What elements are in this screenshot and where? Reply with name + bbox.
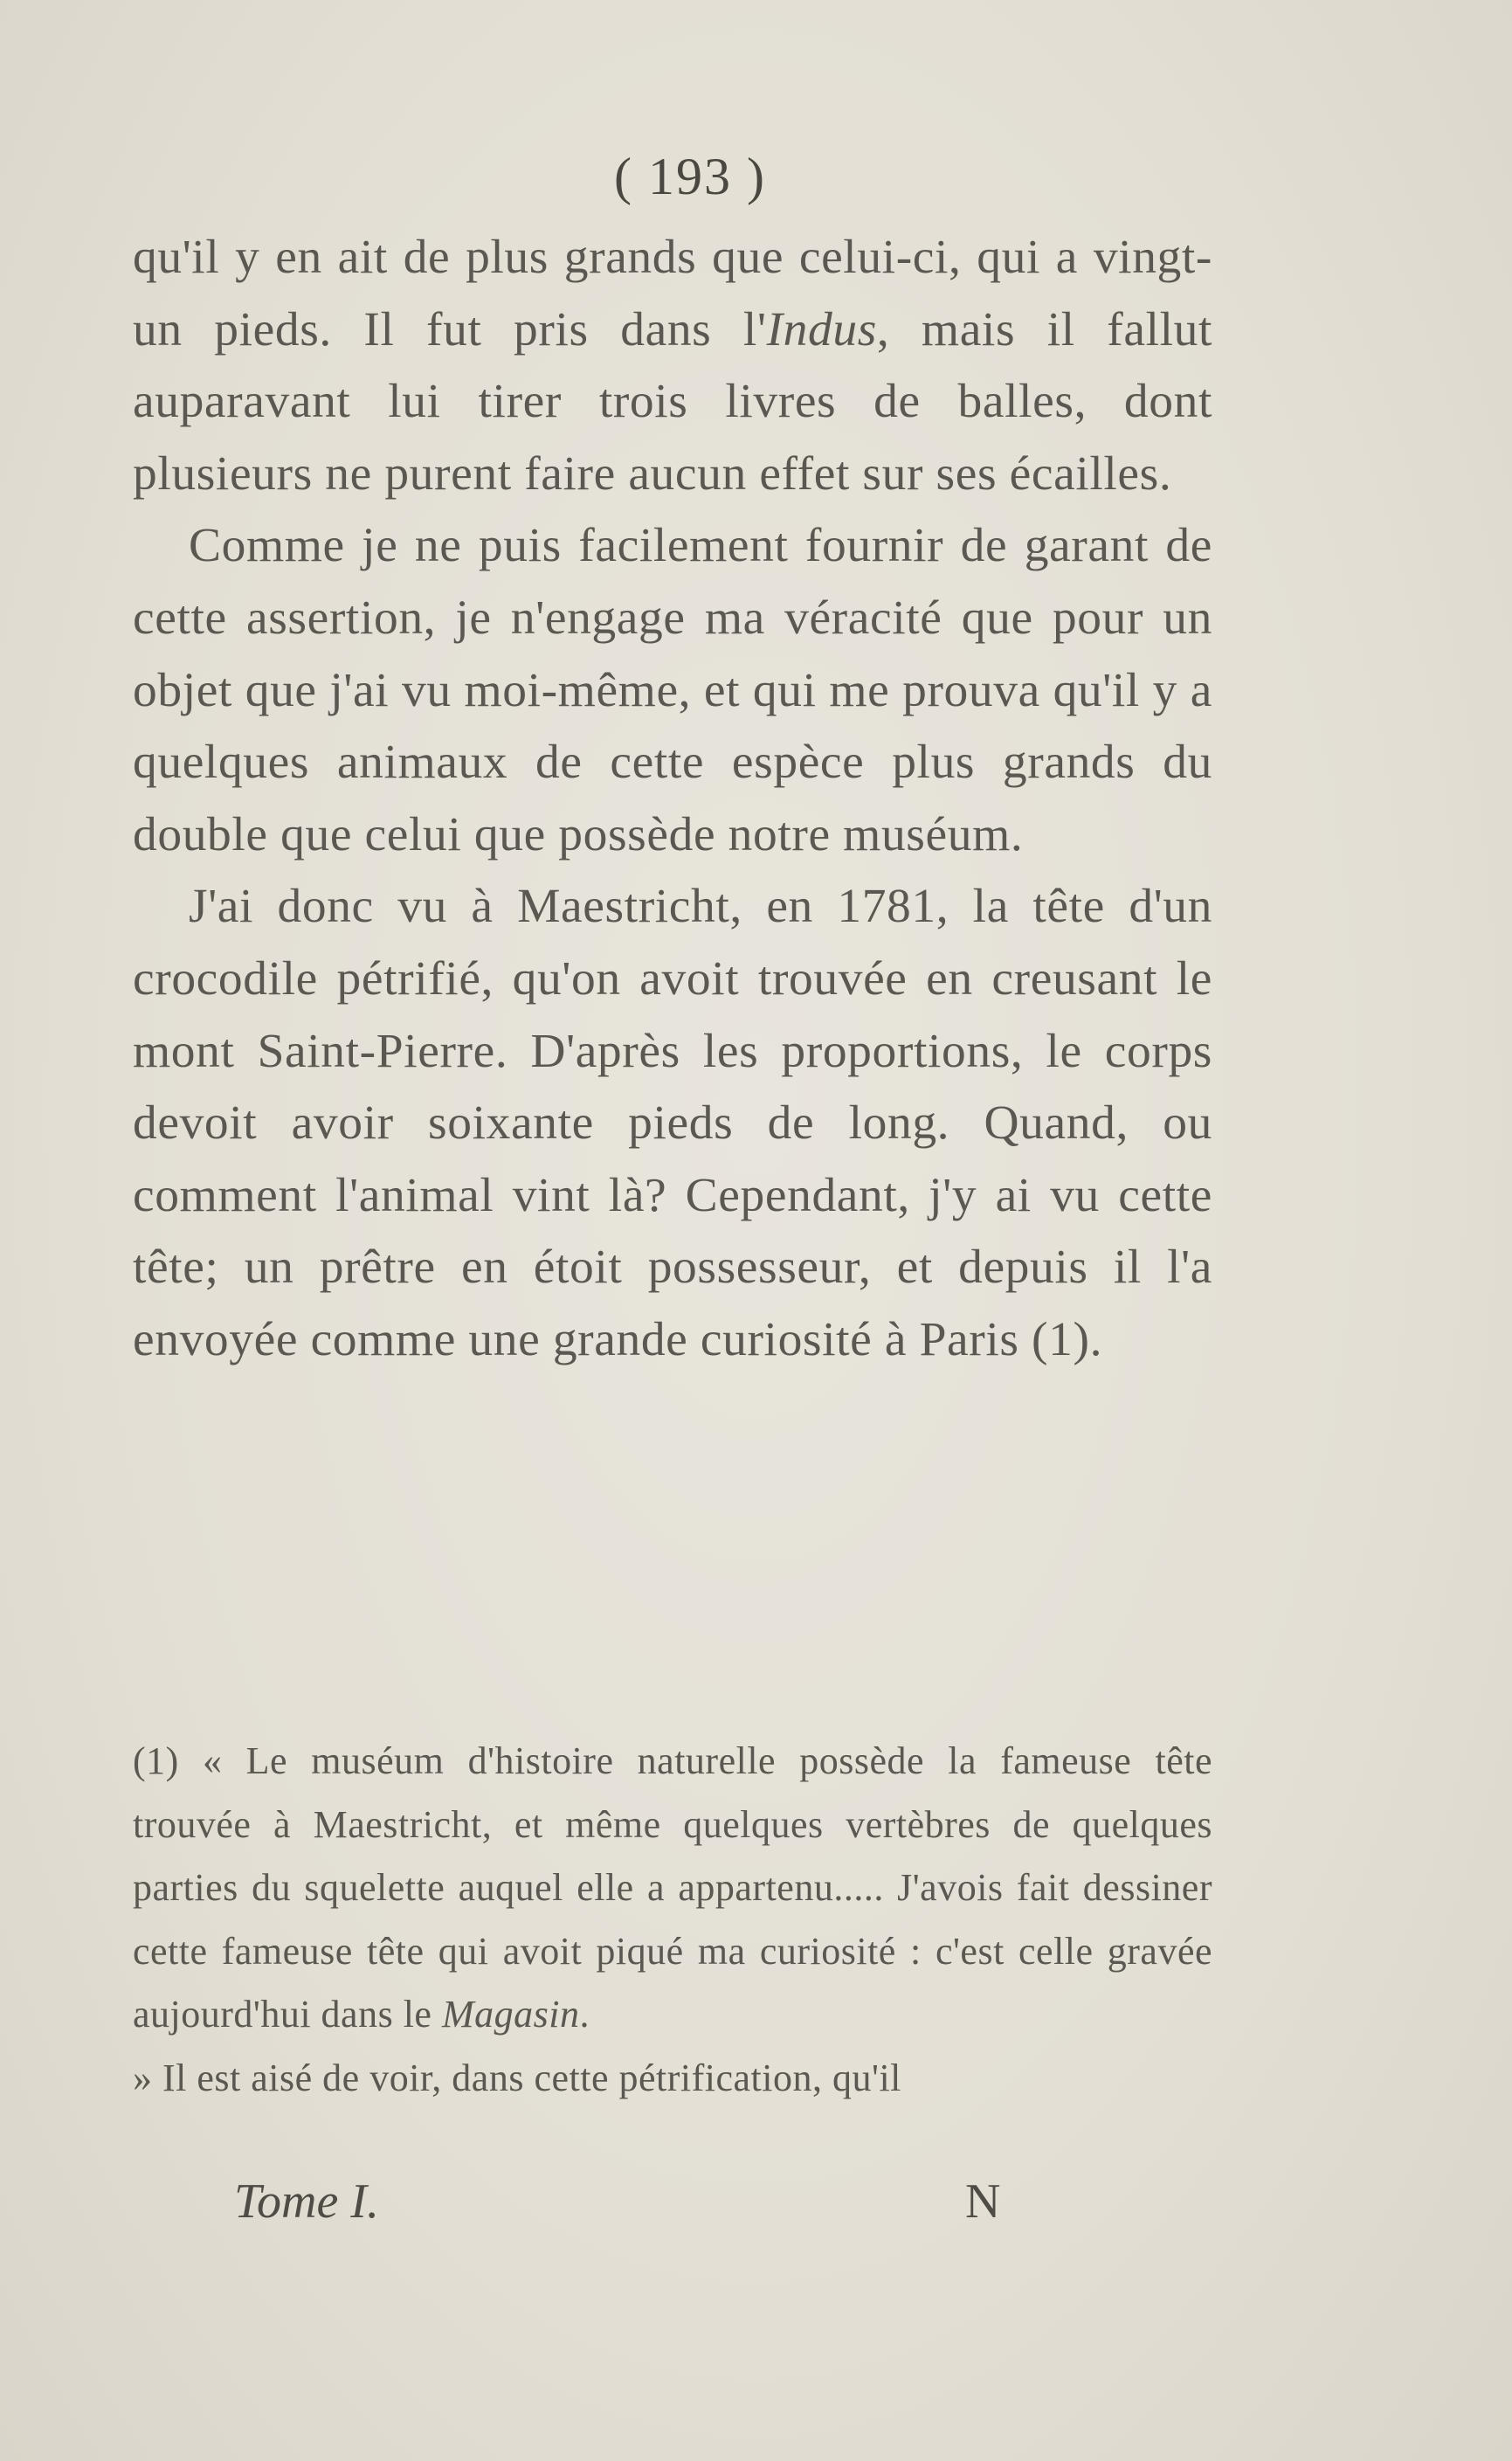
footnote-text: (1) « Le muséum d'histoire naturelle possède la fameuse tête trouvée à Maestricht, et même quelques vertèbres de quelques parties du squelette auquel elle a appartenu..... J'avois fait dessiner cette fameuse tête qui avoit piqué ma curiosité : c'est celle gravée aujourd'hui dans le bbox=[133, 1739, 1212, 2036]
volume-label: Tome I. bbox=[234, 2174, 379, 2229]
page-number: ( 193 ) bbox=[614, 148, 766, 205]
footnotes bbox=[133, 1730, 1212, 2110]
footnote-text: . bbox=[579, 1993, 590, 2036]
paragraph-text: qu'il y en ait de plus grands que celui-ci, qui a vingt-un pieds. Il fut pris dans l' bbox=[133, 231, 1212, 356]
paragraph bbox=[133, 510, 1212, 871]
footnote-continuation bbox=[133, 2047, 1212, 2111]
italic-title: Magasin bbox=[441, 1993, 580, 2036]
footnote-text: » Il est aisé de voir, dans cette pétrification, qu'il bbox=[133, 2056, 901, 2099]
page-footer bbox=[0, 2174, 1512, 2243]
italic-ship-name: Indus bbox=[766, 302, 877, 356]
paragraph-text: , mais il fallut auparavant lui tirer trois livres de balles, dont plusieurs ne purent faire aucun effet sur ses écailles. bbox=[133, 302, 1212, 501]
paragraph-text: J'ai donc vu à Maestricht, en 1781, la tête d'un crocodile pétrifié, qu'on avoit trouvée en creusant le mont Saint-Pierre. D'après les proportions, le corps devoit avoir soixante pieds de long. Quand, ou comment l'animal vint là? Cependant, j'y ai vu cette tête; un prêtre en étoit possesseur, et depuis il l'a envoyée comme une grande curiosité à Paris (1). bbox=[133, 880, 1212, 1366]
paragraph bbox=[133, 871, 1212, 1376]
main-text bbox=[133, 222, 1212, 1377]
footnote bbox=[133, 1730, 1212, 2047]
signature-mark: N bbox=[965, 2174, 1001, 2229]
paragraph bbox=[133, 222, 1212, 510]
paragraph-text: Comme je ne puis facilement fournir de garant de cette assertion, je n'engage ma véracité que pour un objet que j'ai vu moi-même, et qui me prouva qu'il y a quelques animaux de cette espèce plus grands du double que celui que possède notre muséum. bbox=[133, 519, 1212, 861]
